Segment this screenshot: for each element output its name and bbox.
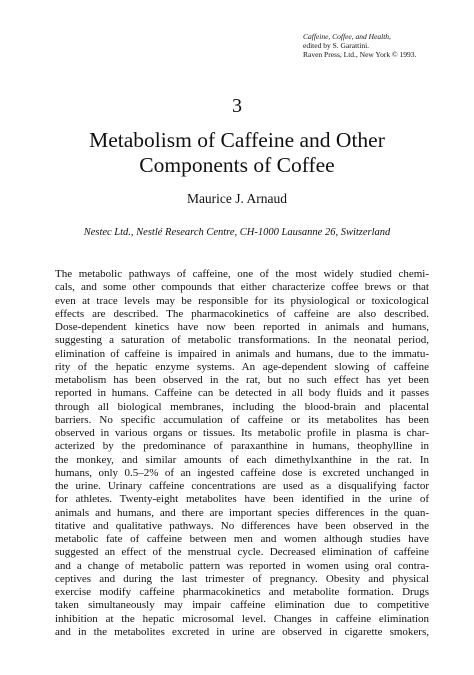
abstract-line: Dose-dependent kinetics have now been reported in animals and humans, bbox=[55, 321, 429, 333]
abstract-line: titative and qualitative pathways. No differences have been observed in the bbox=[55, 519, 429, 532]
abstract-line: exercise modify caffeine pharmacokinetics and metabolite formation. Drugs bbox=[55, 586, 429, 598]
chapter-title bbox=[40, 128, 434, 178]
abstract-line: acterized by the predominance of paraxanthine in humans, theophylline in bbox=[55, 440, 429, 453]
abstract-line: barriers. No specific accumulation of caffeine or its metabolites has been bbox=[55, 413, 429, 426]
abstract-line: cals, and some other compounds that either characterize coffee brews or that bbox=[55, 281, 429, 294]
abstract-line: through all biological membranes, including the blood-brain and placental bbox=[55, 400, 429, 413]
abstract-line: ceptives and during the last trimester of pregnancy. Obesity and physical bbox=[55, 572, 429, 585]
chapter-title-line-2: Components of Coffee bbox=[139, 153, 335, 177]
abstract-paragraph bbox=[55, 268, 429, 639]
source-book-title: Caffeine, Coffee, and Health, bbox=[303, 32, 391, 41]
abstract-line: suggested an effect of the menstrual cycle. Decreased elimination of caffeine bbox=[55, 546, 429, 559]
abstract-line: effects are described. The pharmacokinetics of caffeine are also described. bbox=[55, 307, 429, 320]
abstract-line: inhibition at the hepatic microsomal level. Changes in caffeine elimination bbox=[55, 612, 429, 625]
chapter-title-line-1: Metabolism of Caffeine and Other bbox=[89, 128, 385, 152]
abstract-line: humans, only 0.5–2% of an ingested caffeine dose is excreted unchanged in bbox=[55, 466, 429, 479]
abstract-line: metabolic fate of caffeine between men and women although studies have bbox=[55, 533, 429, 545]
abstract-line: for athletes. Twenty-eight metabolites have been identified in the urine of bbox=[55, 493, 429, 506]
author-name: Maurice J. Arnaud bbox=[186, 191, 288, 206]
abstract-line: observed in various organs or tissues. Its metabolic profile in plasma is char- bbox=[55, 427, 429, 439]
abstract-line: suggesting a saturation of metabolic transformations. In the neonatal period, bbox=[55, 334, 429, 347]
abstract-line: and in the metabolites excreted in urine are observed in cigarette smokers, bbox=[55, 625, 429, 638]
abstract-line: elimination of caffeine is impaired in animals and humans, due to the immatu- bbox=[55, 347, 429, 360]
source-citation bbox=[303, 32, 463, 59]
source-editor: edited by S. Garattini. bbox=[303, 41, 370, 50]
source-publisher: Raven Press, Ltd., New York © 1993. bbox=[303, 50, 417, 59]
abstract-line: the monkey, and similar amounts of each dimethylxanthine in the rat. In bbox=[55, 453, 429, 466]
abstract-line: and a change of metabolic pattern was reported in women using oral contra- bbox=[55, 559, 429, 572]
abstract-line: the urine. Urinary caffeine concentrations are used as a disqualifying factor bbox=[55, 480, 429, 492]
chapter-number: 3 bbox=[232, 95, 242, 117]
abstract-line: rity of the hepatic enzyme systems. An age-dependent slowing of caffeine bbox=[55, 360, 429, 373]
abstract-line: even at trace levels may be responsible for its physiological or toxicological bbox=[55, 294, 429, 307]
abstract-line: metabolism has been observed in the rat, but no such effect has yet been bbox=[55, 374, 429, 386]
abstract-line: taken simultaneously may impair caffeine elimination due to competitive bbox=[55, 599, 429, 612]
abstract-line: animals and humans, and there are important species differences in the quan- bbox=[55, 506, 429, 519]
abstract-line: reported in humans. Caffeine can be detected in all body fluids and it passes bbox=[55, 387, 429, 400]
author-affiliation: Nestec Ltd., Nestlé Research Centre, CH-1000 Lausanne 26, Switzerland bbox=[83, 227, 391, 238]
abstract-line: The metabolic pathways of caffeine, one of the most widely studied chemi- bbox=[55, 268, 429, 280]
